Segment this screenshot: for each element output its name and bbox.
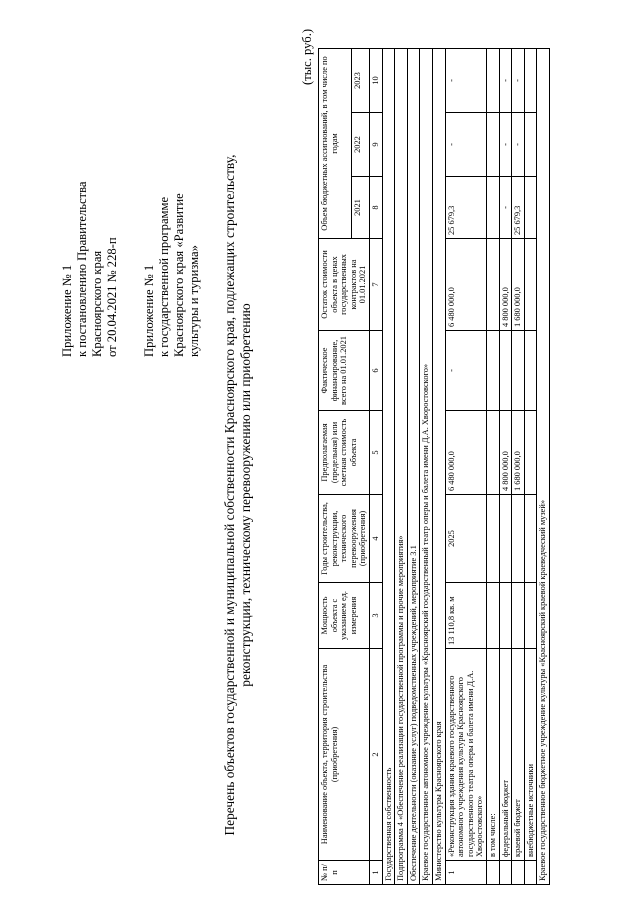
appendix-program-line: культуры и туризма» <box>187 245 201 357</box>
table-header-row <box>319 49 352 885</box>
appendix-decree-block <box>60 182 120 357</box>
section-activity: Обеспечение деятельности (оказание услуг) подведомственных учреждений, мероприятие 3.1 <box>407 49 420 885</box>
regional-remaining: 1 680 000,0 <box>512 239 525 331</box>
federal-cost: 4 800 000,0 <box>499 411 512 495</box>
appendix-program-line: к государственной программе <box>157 196 171 357</box>
regional-2021: 25 679,3 <box>512 177 525 239</box>
federal-remaining: 4 800 000,0 <box>499 239 512 331</box>
column-number: 3 <box>369 583 382 649</box>
section-opera-theatre: Краевое государственное автономное учреждение культуры «Красноярский государственный театр оперы и балета имени Д.А. Хворостовского» <box>420 49 433 885</box>
column-number: 8 <box>369 177 382 239</box>
unit-label: (тыс. руб.) <box>300 28 314 85</box>
header-years: Годы строительства, реконструкции, технического перевооружения (приобретения) <box>319 495 370 583</box>
empty-cell <box>524 239 537 331</box>
section-row <box>432 49 445 885</box>
column-number: 7 <box>369 239 382 331</box>
empty-cell <box>499 331 512 411</box>
object-2021: 25 679,3 <box>445 177 486 239</box>
object-2023: - <box>445 49 486 113</box>
empty-cell <box>486 331 499 411</box>
regional-2023: - <box>512 49 525 113</box>
empty-cell <box>486 583 499 649</box>
column-number: 2 <box>369 649 382 861</box>
empty-cell <box>524 177 537 239</box>
empty-cell <box>524 331 537 411</box>
document-title-line: Перечень объектов государственной и муниципальной собственности Красноярского края, подлежащих строительству, <box>222 154 237 836</box>
regional-cost: 1 680 000,0 <box>512 411 525 495</box>
appendix-program-line: Красноярского края «Развитие <box>172 193 186 357</box>
object-capacity: 13 110,8 кв. м <box>445 583 486 649</box>
object-num: 1 <box>445 861 486 885</box>
appendix-decree-line: к постановлению Правительства <box>75 181 89 357</box>
section-ministry: Министерство культуры Красноярского края <box>432 49 445 885</box>
section-row <box>537 49 550 885</box>
empty-cell <box>486 861 499 885</box>
empty-cell <box>486 113 499 177</box>
appendix-program-block <box>142 193 202 357</box>
empty-cell <box>524 49 537 113</box>
regional-label: краевой бюджет <box>512 649 525 861</box>
column-number: 5 <box>369 411 382 495</box>
column-number: 1 <box>369 861 382 885</box>
header-capacity: Мощность объекта с указанием ед. измерения <box>319 583 370 649</box>
section-subprogram: Подпрограмма 4 «Обеспечение реализации государственной программы и прочие мероприятия» <box>395 49 408 885</box>
including-label: в том числе: <box>486 649 499 861</box>
empty-cell <box>524 113 537 177</box>
section-state-property: Государственная собственность <box>382 49 395 885</box>
header-remaining: Остаток стоимости объекта в ценах государственных контрактов на 01.01.2021 <box>319 239 370 331</box>
extra-row <box>524 49 537 885</box>
empty-cell <box>512 495 525 583</box>
objects-table <box>318 48 550 885</box>
empty-cell <box>512 331 525 411</box>
column-number-row <box>369 49 382 885</box>
object-cost: 6 480 000,0 <box>445 411 486 495</box>
column-number: 9 <box>369 113 382 177</box>
header-year-2022: 2022 <box>351 113 369 177</box>
document-title <box>222 105 254 885</box>
column-number: 10 <box>369 49 382 113</box>
section-row <box>382 49 395 885</box>
regional-row <box>512 49 525 885</box>
empty-cell <box>486 177 499 239</box>
column-number: 6 <box>369 331 382 411</box>
federal-row <box>499 49 512 885</box>
object-years: 2025 <box>445 495 486 583</box>
empty-cell <box>486 239 499 331</box>
section-museum: Краевое государственное бюджетное учреждение культуры «Красноярский краевой краеведческий музей» <box>537 49 550 885</box>
empty-cell <box>524 411 537 495</box>
empty-cell <box>524 861 537 885</box>
header-financed: Фактическое финансирование, всего на 01.01.2021 <box>319 331 370 411</box>
object-financed: - <box>445 331 486 411</box>
empty-cell <box>499 583 512 649</box>
column-number: 4 <box>369 495 382 583</box>
section-row <box>407 49 420 885</box>
header-name: Наименование объекта, территория строительства (приобретения) <box>319 649 370 861</box>
empty-cell <box>486 495 499 583</box>
empty-cell <box>524 583 537 649</box>
object-remaining: 6 480 000,0 <box>445 239 486 331</box>
empty-cell <box>524 495 537 583</box>
empty-cell <box>499 495 512 583</box>
federal-label: федеральный бюджет <box>499 649 512 861</box>
appendix-program-line: Приложение № 1 <box>142 264 156 357</box>
federal-2021: - <box>499 177 512 239</box>
object-name: «Реконструкция здания краевого государственного автономного учреждения культуры Красноярского государственного театра оперы и балета имени Д.А. Хворостовского» <box>445 649 486 861</box>
empty-cell <box>512 583 525 649</box>
section-row <box>420 49 433 885</box>
including-row <box>486 49 499 885</box>
header-year-2023: 2023 <box>351 49 369 113</box>
extra-label: внебюджетные источники <box>524 649 537 861</box>
header-num: № п/п <box>319 861 370 885</box>
federal-2023: - <box>499 49 512 113</box>
section-row <box>395 49 408 885</box>
empty-cell <box>499 861 512 885</box>
object-row <box>445 49 486 885</box>
empty-cell <box>486 411 499 495</box>
appendix-decree-line: от 20.04.2021 № 228-п <box>105 237 119 357</box>
document-title-line: реконструкции, техническому перевооружению или приобретению <box>238 303 253 687</box>
regional-2022: - <box>512 113 525 177</box>
federal-2022: - <box>499 113 512 177</box>
header-budget: Объем бюджетных ассигнований, в том числе по годам <box>319 49 352 239</box>
header-year-2021: 2021 <box>351 177 369 239</box>
appendix-decree-line: Красноярского края <box>90 250 104 357</box>
appendix-decree-line: Приложение № 1 <box>60 264 74 357</box>
header-cost: Предполагаемая (предельная) или сметная стоимость объекта <box>319 411 370 495</box>
empty-cell <box>486 49 499 113</box>
object-2022: - <box>445 113 486 177</box>
empty-cell <box>512 861 525 885</box>
